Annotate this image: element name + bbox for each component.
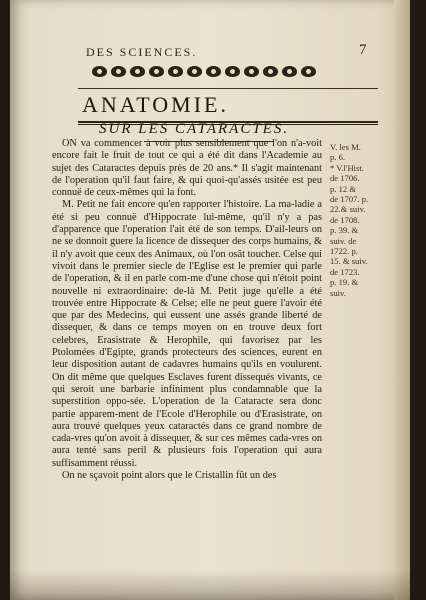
ornament-icon [282, 66, 297, 77]
page-number: 7 [359, 42, 367, 58]
ornament-icon [225, 66, 240, 77]
ornament-icon [301, 66, 316, 77]
paragraph-1: ON va commencer à voir plus sensiblement que l'on n'a-voit encore fait le fruit de tout ce qui a été dit dans l'Academie au sujet des Cataractes depuis près de 20 ans.* Il s'agit maintenant de l'operation qu'il faut faire, & qui quoi-qu'assés usitée est peu connuë de ceux-mêmes qui la font. [52, 138, 322, 199]
page-edge [394, 0, 410, 600]
margin-notes [330, 142, 392, 298]
margin-note: V. les M. p. 6. [330, 142, 361, 163]
ornament-band [92, 66, 316, 77]
top-rule [78, 88, 378, 89]
ornament-icon [168, 66, 183, 77]
paragraph-3: On ne sçavoit point alors que le Cristallin fût un des [62, 470, 277, 482]
ornament-icon [130, 66, 145, 77]
article-subtitle: SUR LES CATARACTES. [99, 121, 290, 137]
running-header: DES SCIENCES. [86, 45, 198, 59]
section-title: ANATOMIE. [82, 92, 229, 117]
ornament-icon [149, 66, 164, 77]
ornament-icon [263, 66, 278, 77]
paragraph-2: M. Petit ne fait encore qu'en rapporter l'histoire. La ma-ladie a été si peu connuë d'Hippocrate lui-même, qu'il n'y a pas d'apparence que l'operation l'ait été de son temps. D'ail-leurs on ne se donnoit guere la licence de dissequer des corps humains, & il n'y avoit que ceux des Animaux, où l'on osât toucher. Celse qui vivoit dans le premier siecle de l'Eglise est le premier qui parle de l'operation, & il en parle com-me d'une chose qui n'étoit point nouvelle ni extraordinaire: de-là M. Petit juge qu'elle a été trouvée entre Hippocrate & Celse; elle ne peut guere l'avoir été que par des Medecins, qui eussent une assés grande liberté de dissequer, & dans ce temps moyen on en trouve deux fort celebres, Erasistrate & Herophile, qui favorisez par les Ptolomées d'Egipte, grands protecteurs des sciences, eurent en leur disposition autant de cadavres humains qu'ils en voulurent. On dit même que quelques Esclaves furent dissequés vivants, ce qui seroit une barbarie infiniment plus condamnable que la superstition oppo-sée. L'operation de la Cataracte sera donc partie apparem-ment de l'Ecole d'Herophile ou d'Erasistrate, on aura trouvé quelques yeux cataractés dans ce grand nombre de cada-vres qu'on avoit à dissequer, & sur ces mêmes cada-vres on aura tenté sans peril & plusieurs fois l'operation qui aura suffisamment réussi. [52, 199, 322, 469]
ornament-icon [187, 66, 202, 77]
ornament-icon [111, 66, 126, 77]
margin-note: * V.l'Hist. de 1706. p. 12 & de 1707. p. 22.& suiv. de 1708. p. 39. & suiv. de 1722. p. 15. & suiv. de 1723. p. 19. & suiv. [330, 162, 369, 298]
article-body [52, 138, 322, 482]
page-shadow [10, 570, 410, 600]
ornament-icon [206, 66, 221, 77]
ornament-icon [92, 66, 107, 77]
ornament-icon [244, 66, 259, 77]
